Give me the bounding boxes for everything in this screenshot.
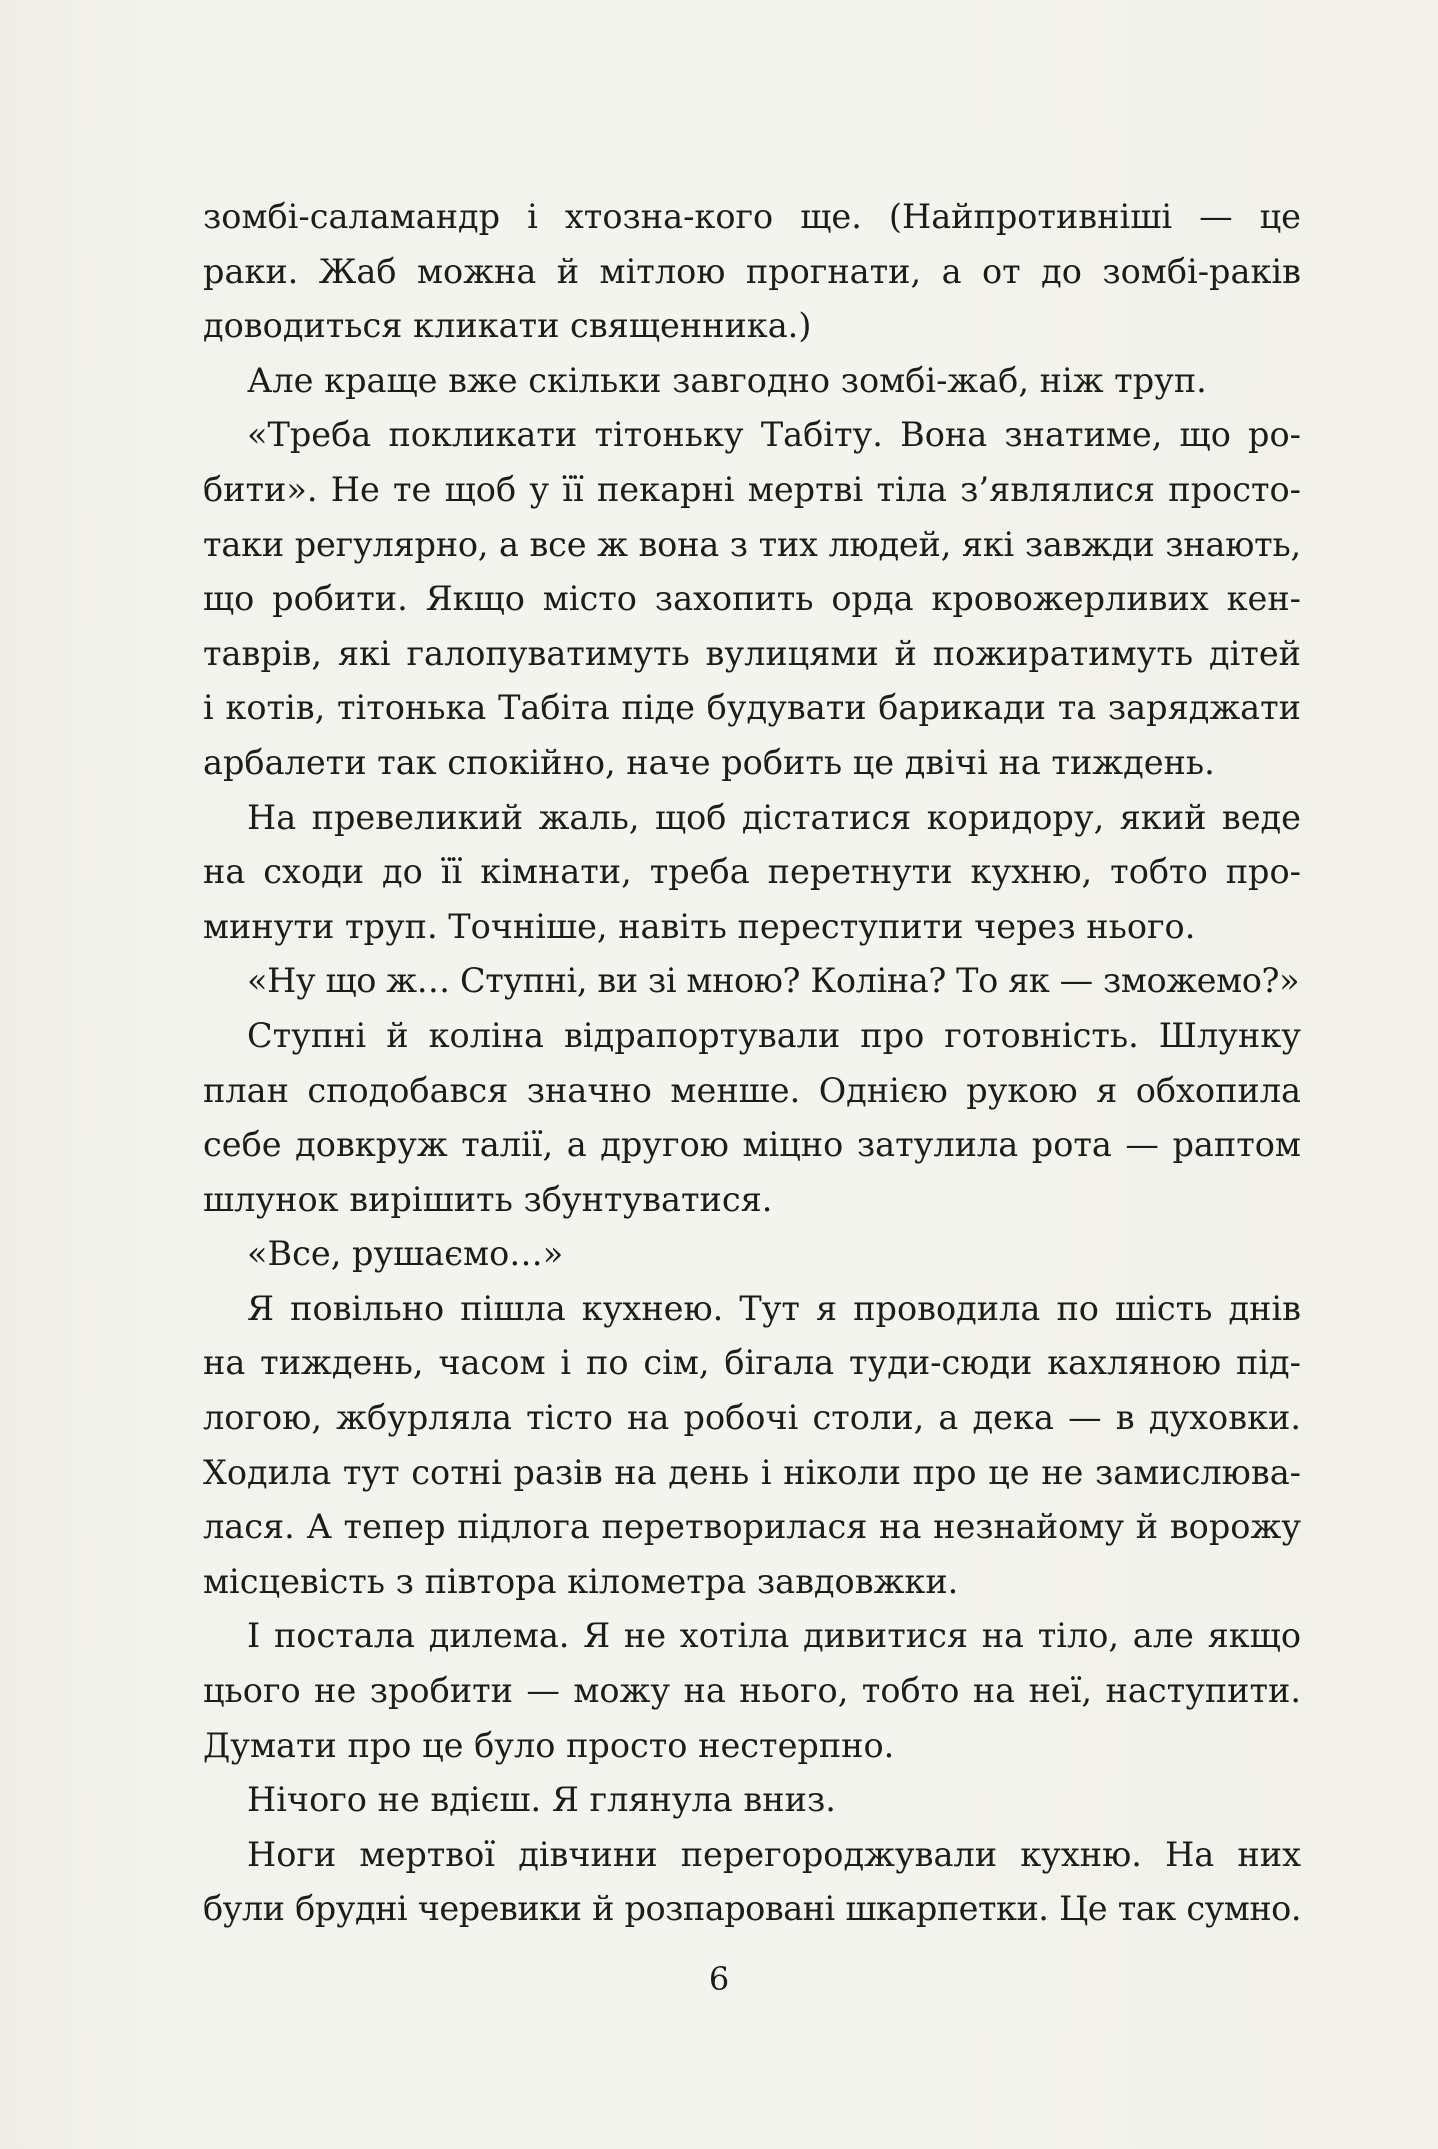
text-line: «Все, рушаємо…» [247, 1234, 564, 1274]
text-line: таврів, які галопуватимуть вулицями й пожиратимуть дітей [203, 633, 1301, 673]
text-line: місцевість з півтора кілометра завдовжки. [203, 1561, 959, 1601]
text-line: арбалети так спокійно, наче робить це двічі на тиждень. [203, 742, 1215, 782]
text-line: себе довкруж талії, а другою міцно затулила рота — раптом [203, 1125, 1301, 1165]
text-line: «Ну що ж… Ступні, ви зі мною? Коліна? То як — зможемо?» [247, 961, 1300, 1001]
paragraph [203, 1828, 1301, 1937]
text-line: що робити. Якщо місто захопить орда кровожерливих кен- [203, 579, 1301, 619]
text-line: лася. А тепер підлога перетворилася на незнайому й ворожу [203, 1507, 1301, 1547]
paragraph [203, 1773, 1301, 1828]
text-line: бити». Не те щоб у її пекарні мертві тіла з’являлися просто- [203, 469, 1301, 509]
text-line: і котів, тітонька Табіта піде будувати барикади та заряджати [203, 688, 1301, 728]
paragraph [203, 1009, 1301, 1227]
text-line: доводиться кликати священника.) [203, 306, 812, 346]
text-line: логою, жбурляла тісто на робочі столи, а дека — в духовки. [203, 1398, 1301, 1438]
text-line: таки регулярно, а все ж вона з тих людей, які завжди знають, [203, 524, 1301, 564]
text-line: на сходи до її кімнати, треба перетнути кухню, тобто про- [203, 852, 1301, 892]
text-line: Думати про це було просто нестерпно. [203, 1725, 895, 1765]
text-line: Ноги мертвої дівчини перегороджували кухню. На них [247, 1834, 1301, 1874]
paragraph [203, 791, 1301, 955]
paragraph [203, 1227, 1301, 1282]
text-line: план сподобався значно менше. Однією рукою я обхопила [203, 1070, 1301, 1110]
paragraph [203, 190, 1301, 354]
text-line: На превеликий жаль, щоб дістатися коридору, який веде [247, 797, 1301, 837]
text-line: Але краще вже скільки завгодно зомбі-жаб, ніж труп. [247, 360, 1207, 400]
paragraph [203, 1609, 1301, 1773]
text-line: «Треба покликати тітоньку Табіту. Вона знатиме, що ро- [247, 415, 1301, 455]
text-line: Ступні й коліна відрапортували про готовність. Шлунку [247, 1015, 1301, 1055]
text-line: Нічого не вдієш. Я глянула вниз. [247, 1780, 836, 1820]
text-line: були брудні черевики й розпаровані шкарпетки. Це так сумно. [203, 1889, 1301, 1929]
page-number: 6 [708, 1960, 730, 1998]
text-line: І постала дилема. Я не хотіла дивитися на тіло, але якщо [247, 1616, 1301, 1656]
text-line: минути труп. Точніше, навіть переступити через нього. [203, 906, 1196, 946]
text-line: Ходила тут сотні разів на день і ніколи про це не замислюва- [203, 1452, 1301, 1492]
body-text [203, 190, 1301, 1937]
paragraph [203, 1282, 1301, 1610]
text-line: зомбі-саламандр і хтозна-кого ще. (Найпротивніші — це [203, 197, 1301, 236]
paragraph [203, 408, 1301, 790]
text-line: Я повільно пішла кухнею. Тут я проводила по шість днів [247, 1288, 1301, 1328]
paragraph [203, 954, 1301, 1009]
paragraph [203, 354, 1301, 409]
text-line: раки. Жаб можна й мітлою прогнати, а от до зомбі-раків [203, 251, 1301, 291]
text-line: на тиждень, часом і по сім, бігала туди-сюди кахляною під- [203, 1343, 1301, 1383]
text-line: цього не зробити — можу на нього, тобто на неї, наступити. [203, 1671, 1301, 1711]
text-line: шлунок вирішить збунтуватися. [203, 1179, 773, 1219]
